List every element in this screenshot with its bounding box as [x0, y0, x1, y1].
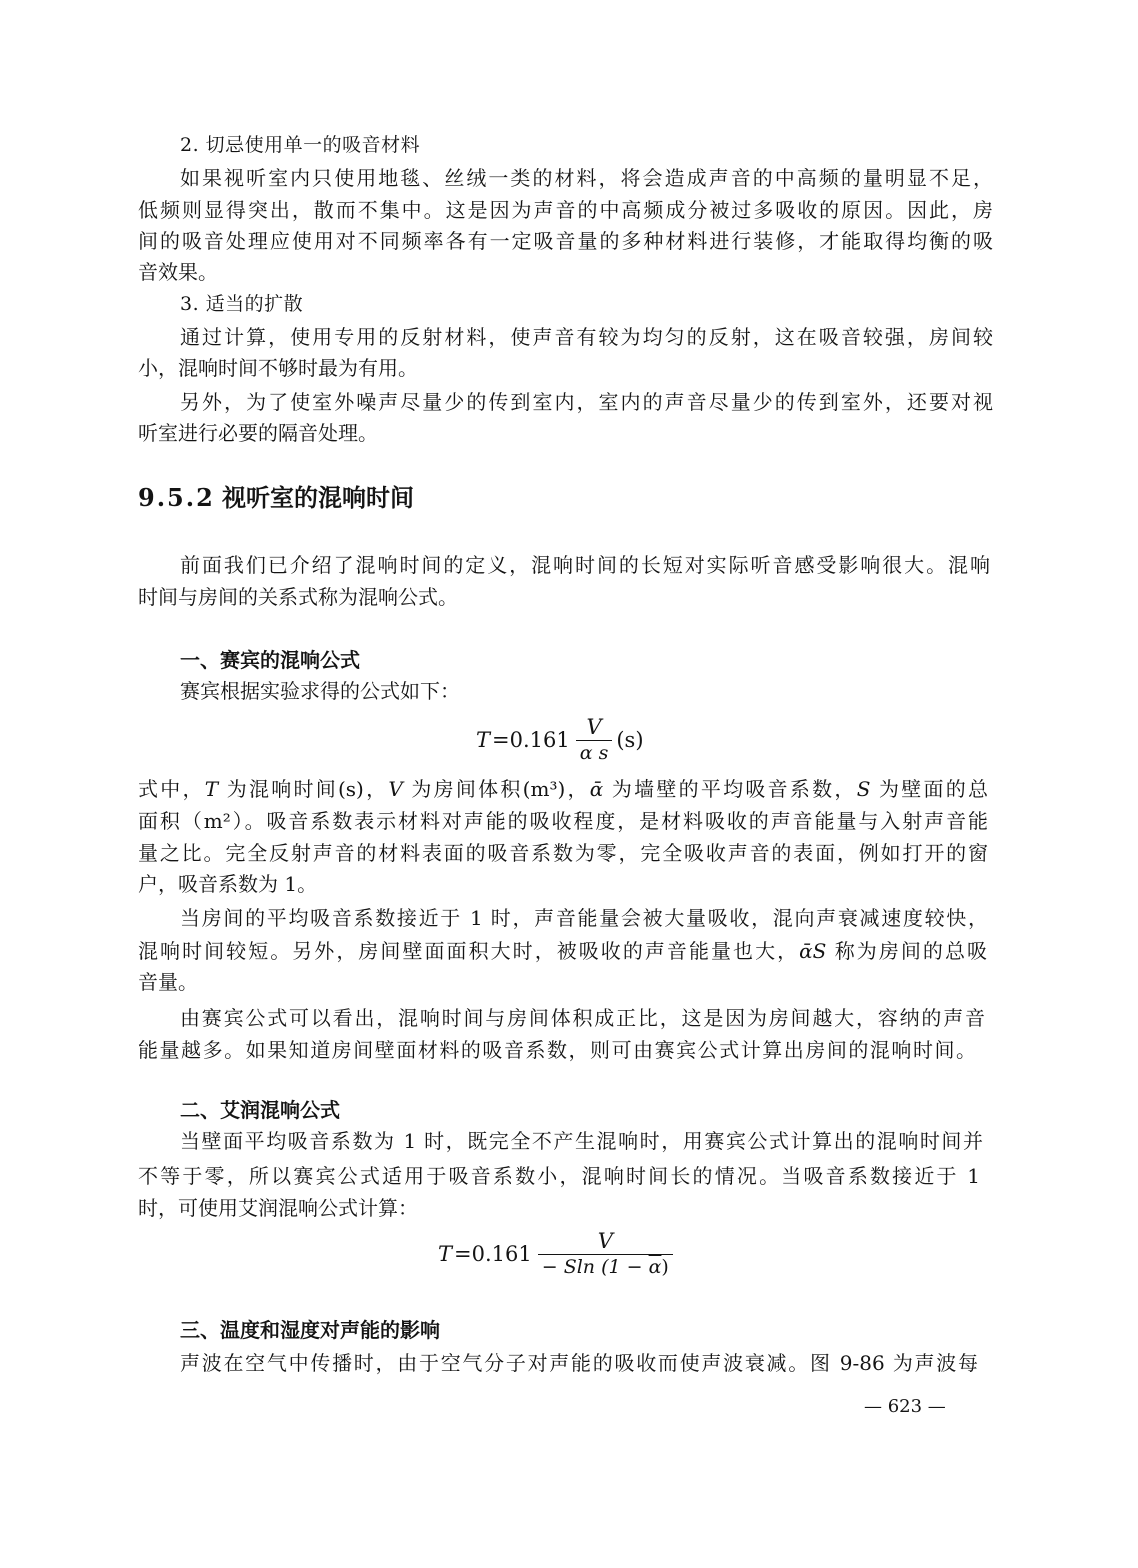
- item-2-heading: 2. 切忌使用单一的吸音材料: [180, 134, 421, 156]
- paragraph-line: 当壁面平均吸音系数为 1 时，既完全不产生混响时，用赛宾公式计算出的混响时间并: [180, 1129, 983, 1153]
- paragraph-line: 通过计算，使用专用的反射材料，使声音有较为均匀的反射，这在吸音较强，房间较: [180, 325, 993, 349]
- text-segment: 为混响时间(s)，: [218, 777, 389, 801]
- paragraph-line: 当房间的平均吸音系数接近于 1 时，声音能量会被大量吸收，混向声衰减速度较快，: [180, 906, 988, 930]
- formula-lhs: T: [438, 1242, 453, 1266]
- text-segment: 为房间体积(m³)，: [402, 777, 590, 801]
- paragraph-line: 前面我们已介绍了混响时间的定义，混响时间的长短对实际听音感受影响很大。混响: [180, 553, 990, 577]
- paragraph-line: 另外，为了使室外噪声尽量少的传到室内，室内的声音尽量少的传到室外，还要对视: [180, 390, 993, 414]
- paragraph-line: 赛宾根据实验求得的公式如下：: [180, 679, 460, 703]
- formula-numerator: V: [576, 715, 613, 741]
- formula-coefficient: =0.161: [492, 728, 570, 752]
- variable-t: T: [204, 777, 219, 801]
- variable-s: S: [856, 777, 871, 801]
- paragraph-line: 不等于零，所以赛宾公式适用于吸音系数小，混响时间长的情况。当吸音系数接近于 1: [138, 1164, 980, 1188]
- paragraph-line: 面积（m²）。吸音系数表示材料对声能的吸收程度，是材料吸收的声音能量与入射声音能: [138, 809, 988, 833]
- paragraph-line: [138, 777, 988, 801]
- formula-fraction: [576, 715, 613, 766]
- variable-v: V: [388, 777, 403, 801]
- section-number: 9.5.2: [138, 483, 215, 512]
- paragraph-line: 小，混响时间不够时最为有用。: [138, 356, 418, 380]
- sabine-heading: 一、赛宾的混响公式: [180, 648, 360, 672]
- formula-denominator: [538, 1255, 673, 1280]
- section-title: 视听室的混响时间: [222, 483, 414, 512]
- formula-denominator: α s: [579, 741, 609, 764]
- paragraph-line: [138, 939, 987, 963]
- paragraph-line: 户，吸音系数为 1。: [138, 872, 318, 896]
- denominator-suffix: ): [661, 1255, 669, 1278]
- text-segment: 为墙壁的平均吸音系数，: [603, 777, 857, 801]
- text-segment: 混响时间较短。另外，房间壁面面积大时，被吸收的声音能量也大，: [138, 939, 800, 963]
- paragraph-line: 由赛宾公式可以看出，混响时间与房间体积成正比，这是因为房间越大，容纳的声音: [180, 1006, 985, 1030]
- paragraph-line: 如果视听室内只使用地毯、丝绒一类的材料，将会造成声音的中高频的量明显不足，: [180, 166, 993, 190]
- temperature-humidity-heading: 三、温度和湿度对声能的影响: [180, 1318, 440, 1342]
- formula-fraction: [538, 1229, 673, 1280]
- variable-alpha-bar: ᾱ: [589, 777, 604, 801]
- text-segment: 为壁面的总: [870, 777, 988, 801]
- text-segment: 式中，: [138, 777, 205, 801]
- eyring-formula: [438, 1224, 673, 1284]
- formula-lhs: T: [476, 728, 491, 752]
- sabine-formula: [476, 710, 644, 770]
- paragraph-line: 时间与房间的关系式称为混响公式。: [138, 585, 458, 609]
- eyring-heading: 二、艾润混响公式: [180, 1098, 340, 1122]
- formula-numerator: V: [538, 1229, 673, 1255]
- paragraph-line: 听室进行必要的隔音处理。: [138, 421, 378, 445]
- variable-alpha-bar: $\overline{\alpha}$: [648, 1255, 662, 1278]
- item-3-heading: 3. 适当的扩散: [180, 293, 304, 315]
- variable-alpha-s: ᾱS: [799, 939, 827, 963]
- paragraph-line: 能量越多。如果知道房间壁面材料的吸音系数，则可由赛宾公式计算出房间的混响时间。: [138, 1038, 976, 1062]
- paragraph-line: 音效果。: [138, 260, 218, 284]
- paragraph-line: 量之比。完全反射声音的材料表面的吸音系数为零，完全吸收声音的表面，例如打开的窗: [138, 841, 988, 865]
- text-segment: 称为房间的总吸: [826, 939, 987, 963]
- formula-coefficient: =0.161: [454, 1242, 532, 1266]
- denominator-prefix: − Sln (1 −: [541, 1255, 649, 1278]
- paragraph-line: 低频则显得突出，散而不集中。这是因为声音的中高频成分被过多吸收的原因。因此，房: [138, 198, 993, 222]
- page-number: — 623 —: [864, 1396, 946, 1417]
- formula-unit: (s): [616, 728, 644, 752]
- paragraph-line: 时，可使用艾润混响公式计算：: [138, 1196, 418, 1220]
- paragraph-line: 间的吸音处理应使用对不同频率各有一定吸音量的多种材料进行装修，才能取得均衡的吸: [138, 229, 993, 253]
- paragraph-line: 声波在空气中传播时，由于空气分子对声能的吸收而使声波衰减。图 9-86 为声波每: [180, 1351, 978, 1375]
- paragraph-line: 音量。: [138, 970, 198, 994]
